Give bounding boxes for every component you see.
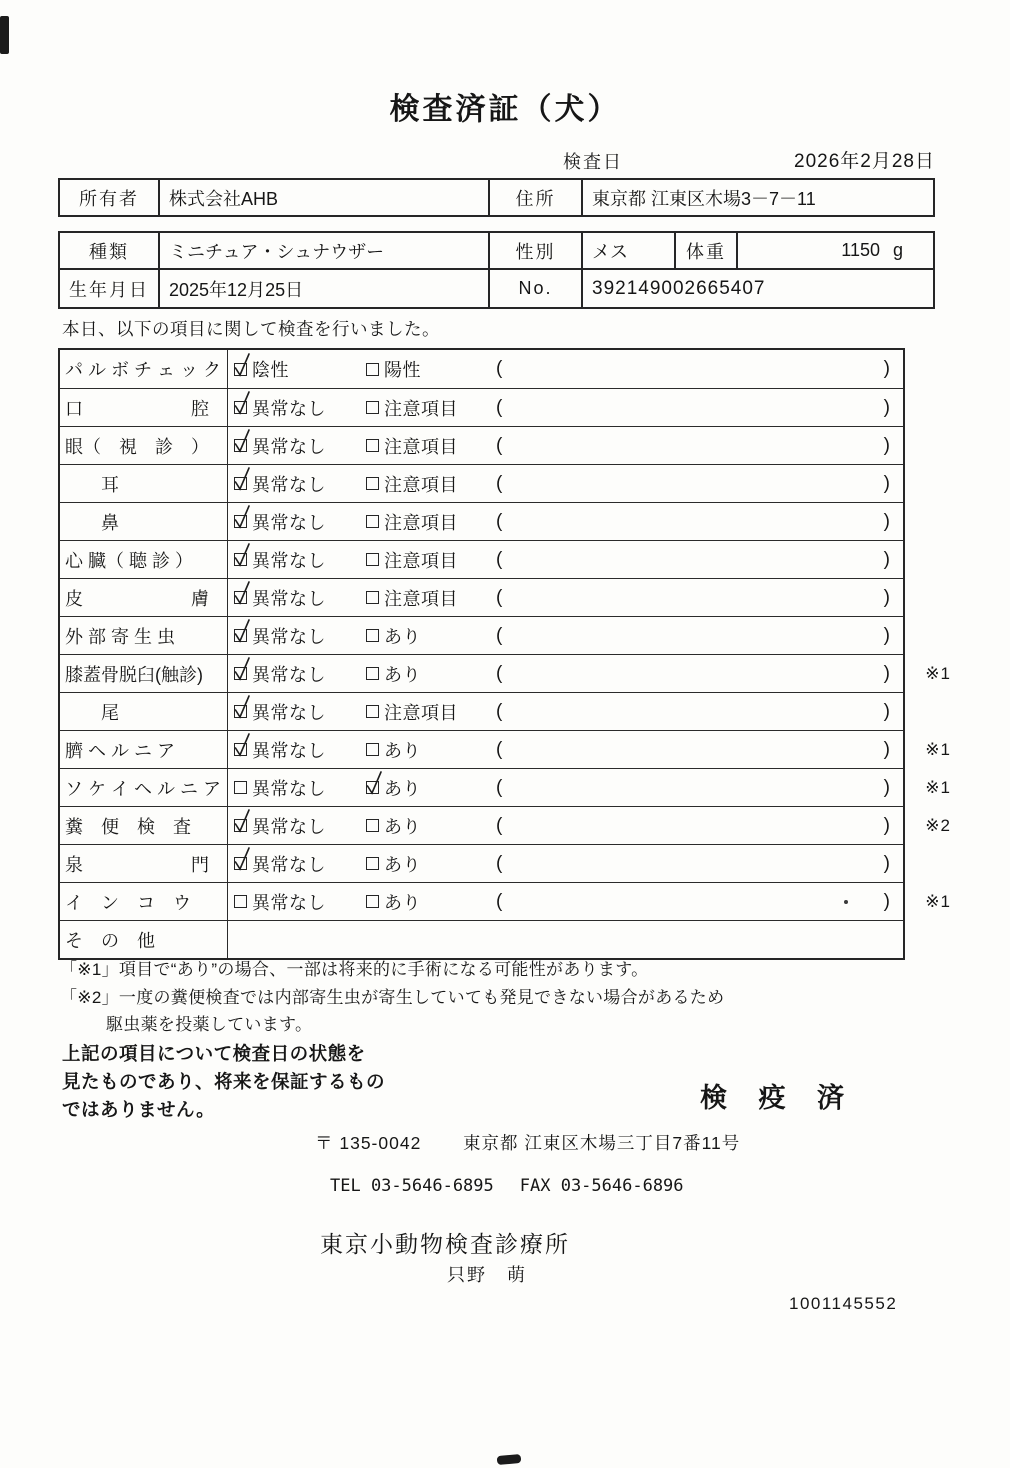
result-parentheses: ( ) [496,586,890,608]
checkbox [366,591,379,604]
item-label: 皮 膚 [60,579,228,616]
result-parentheses: ( ) [496,890,890,912]
handwritten-check-icon [233,694,251,721]
result-parentheses: ( ) [496,738,890,760]
item-label: 眼（ 視 診 ） [60,427,228,464]
option-2 [366,395,496,421]
result-parentheses: ( ) [496,548,890,570]
inspection-row [60,920,903,958]
item-options [228,655,903,692]
checkbox [366,743,379,756]
option-1 [234,433,366,459]
option-1 [234,851,366,877]
checkbox [366,477,379,490]
handwritten-check-icon [233,542,251,569]
weight-label: 体重 [676,233,738,268]
option-1 [234,889,366,915]
option-2-label: 注意項目 [384,550,458,571]
checkbox [234,781,247,794]
weight-unit: g [892,240,903,260]
footnote-marker: ※2 [925,816,951,835]
footnotes [60,956,724,1039]
option-2-label: あり [384,740,421,761]
scan-artifact-top-left [0,16,9,54]
option-1 [234,356,366,382]
checkbox [366,439,379,452]
inspection-row [60,844,903,882]
option-1-label: 異常なし [252,398,326,419]
result-parentheses: ( ) [496,662,890,684]
option-2 [366,851,496,877]
footnote-2-continued: 駆虫薬を投薬しています。 [106,1015,313,1034]
option-1 [234,509,366,535]
item-options [228,427,903,464]
handwritten-check-icon [233,352,251,379]
option-2 [366,356,496,382]
checkbox [234,439,247,452]
footnote-1: 「※1」項目で“あり”の場合、一部は将来的に手術になる可能性があります。 [60,960,649,979]
disclaimer-line-1: 上記の項目について検査日の状態を [62,1043,366,1064]
option-2-label: 注意項目 [384,512,458,533]
handwritten-check-icon [233,466,251,493]
item-label: 耳 [60,465,228,502]
option-2 [366,737,496,763]
sex-value: メス [583,233,676,268]
item-options [228,731,903,768]
inspection-row [60,426,903,464]
inspection-row [60,692,903,730]
option-1-label: 異常なし [252,588,326,609]
inspection-row [60,654,951,692]
option-1-label: 異常なし [252,550,326,571]
checkbox [366,781,379,794]
checkbox [234,591,247,604]
scan-artifact-bottom [497,1454,522,1465]
checkbox [366,363,379,376]
checkbox [366,515,379,528]
breed-label: 種類 [60,233,160,268]
item-label: 鼻 [60,503,228,540]
result-parentheses: ( ) [496,396,890,418]
footnote-2: 「※2」一度の糞便検査では内部寄生虫が寄生していても発見できない場合があるため [60,987,725,1007]
option-1 [234,585,366,611]
item-options [228,807,903,844]
option-1 [234,661,366,687]
option-1-label: 異常なし [252,436,326,457]
handwritten-check-icon [233,390,251,417]
result-parentheses: ( ) [496,510,890,532]
option-2 [366,889,496,915]
item-label: 泉 門 [60,845,228,882]
option-1-label: 異常なし [252,664,326,685]
inspection-row [60,806,951,844]
serial-number: 1001145552 [789,1294,898,1313]
checkbox [366,857,379,870]
checkbox [234,667,247,680]
checkbox [366,401,379,414]
owner-label: 所有者 [60,180,160,215]
option-2 [366,585,496,611]
inspection-row [60,464,903,502]
fax-number: FAX 03-5646-6896 [519,1176,684,1196]
disclaimer-text [62,1040,385,1124]
item-label: 外 部 寄 生 虫 [60,617,228,654]
option-1-label: 異常なし [252,778,326,799]
checkbox [234,401,247,414]
quarantine-stamp: 検 疫 済 [700,1083,857,1113]
no-value: 392149002665407 [592,277,766,299]
checkbox [234,477,247,490]
item-options-empty [228,921,903,958]
option-2-label: あり [384,892,421,913]
handwritten-check-icon [233,580,251,607]
option-2-label: 注意項目 [384,588,458,609]
checkbox [366,667,379,680]
option-2 [366,547,496,573]
option-1 [234,737,366,763]
handwritten-check-icon [233,656,251,683]
option-2-label: 注意項目 [384,436,458,457]
item-label: そ の 他 [60,921,228,958]
item-label: 膝蓋骨脱臼(触診) [60,655,228,692]
result-parentheses: ( ) [496,852,890,874]
profile-row-birth [60,270,933,307]
option-2 [366,661,496,687]
footnote-marker: ※1 [925,892,951,911]
option-2-label: あり [384,854,421,875]
inspection-row [60,388,903,426]
footnote-marker: ※1 [925,740,951,759]
footnote-marker: ※1 [925,778,951,797]
disclaimer-line-3: ではありません。 [62,1099,216,1120]
option-2-label: あり [384,816,421,837]
option-2-label: あり [384,664,421,685]
option-2 [366,699,496,725]
option-2 [366,471,496,497]
handwritten-check-icon [233,732,251,759]
option-1 [234,623,366,649]
weight-value: 1150 [841,240,880,260]
inspection-row [60,502,903,540]
item-label: 臍 ヘ ル ニ ア [60,731,228,768]
option-1 [234,775,366,801]
profile-table [58,231,935,309]
item-options [228,693,903,730]
checkbox [234,819,247,832]
item-label: 心 臓（ 聴 診 ） [60,541,228,578]
no-label: No. [490,270,583,307]
option-2-label: 注意項目 [384,398,458,419]
handwritten-check-icon [365,770,383,797]
handwritten-check-icon [233,846,251,873]
checkbox [366,819,379,832]
option-1-label: 異常なし [252,702,326,723]
checkbox [234,895,247,908]
option-1 [234,395,366,421]
clinic-address: 東京都 江東区木場三丁目7番11号 [463,1133,741,1153]
option-2 [366,623,496,649]
inspection-row [60,350,903,388]
scan-dot-artifact [844,900,848,904]
birth-label: 生年月日 [60,270,160,307]
item-label: 糞 便 検 査 [60,807,228,844]
checkbox [234,629,247,642]
postal-code: 〒 135-0042 [315,1133,422,1153]
inspection-date-value: 2026年2月28日 [794,151,935,172]
inspection-row [60,616,903,654]
checkbox [366,553,379,566]
option-2 [366,433,496,459]
handwritten-check-icon [233,428,251,455]
option-1-label: 異常なし [252,512,326,533]
page-title: 検査済証（犬） [389,93,621,126]
item-options [228,465,903,502]
item-options [228,541,903,578]
option-1 [234,471,366,497]
disclaimer-line-2: 見たものであり、将来を保証するもの [62,1071,386,1092]
tel-fax-line [330,1176,684,1196]
option-1-label: 異常なし [252,816,326,837]
inspection-date-label: 検査日 [563,152,623,172]
birth-value: 2025年12月25日 [160,270,490,307]
option-2-label: 注意項目 [384,702,458,723]
sex-label: 性別 [490,233,583,268]
handwritten-check-icon [233,504,251,531]
option-1-label: 異常なし [252,474,326,495]
checkbox [234,363,247,376]
owner-value: 株式会社AHB [160,180,490,215]
option-2-label: 陽性 [384,360,421,380]
option-1-label: 異常なし [252,740,326,761]
option-2-label: 注意項目 [384,474,458,495]
weight-value-cell [738,233,933,268]
result-parentheses: ( ) [496,358,890,379]
result-parentheses: ( ) [496,776,890,798]
checkbox [366,629,379,642]
item-options [228,883,903,920]
item-options [228,617,903,654]
option-1 [234,813,366,839]
checkbox [234,553,247,566]
profile-row-breed [60,233,933,270]
item-options [228,350,903,388]
tel-number: TEL 03-5646-6895 [330,1176,494,1196]
address-label: 住所 [490,180,583,215]
inspection-row [60,540,903,578]
option-2 [366,509,496,535]
checkbox [234,515,247,528]
checkbox [234,743,247,756]
veterinarian-name: 只野 萌 [447,1265,527,1285]
checkbox [234,705,247,718]
inspection-row [60,768,951,806]
result-parentheses: ( ) [496,814,890,836]
result-parentheses: ( ) [496,434,890,456]
item-label: イ ン コ ウ [60,883,228,920]
item-label: 尾 [60,693,228,730]
option-1 [234,547,366,573]
checkbox [234,857,247,870]
item-label: 口 腔 [60,389,228,426]
intro-text: 本日、以下の項目に関して検査を行いました。 [62,319,440,339]
inspection-row [60,882,951,920]
result-parentheses: ( ) [496,700,890,722]
owner-table [58,178,935,217]
option-1 [234,699,366,725]
option-2 [366,775,496,801]
option-2 [366,813,496,839]
option-1-label: 陰性 [252,360,289,380]
checkbox [366,705,379,718]
breed-value: ミニチュア・シュナウザー [160,233,490,268]
handwritten-check-icon [233,618,251,645]
option-2-label: あり [384,778,421,799]
handwritten-check-icon [233,808,251,835]
item-options [228,769,903,806]
address-value: 東京都 江東区木場3－7－11 [592,188,816,209]
checkbox [366,895,379,908]
item-options [228,389,903,426]
option-1-label: 異常なし [252,854,326,875]
item-options [228,845,903,882]
option-1-label: 異常なし [252,626,326,647]
result-parentheses: ( ) [496,624,890,646]
item-label: ソ ケ イ ヘ ル ニ ア [60,769,228,806]
item-options [228,503,903,540]
footnote-marker: ※1 [925,664,951,683]
item-label: パ ル ボ チ ェ ッ ク [60,350,228,388]
inspection-row [60,730,951,768]
item-options [228,579,903,616]
inspection-table [58,348,951,960]
option-1-label: 異常なし [252,892,326,913]
inspection-row [60,578,903,616]
clinic-name: 東京小動物検査診療所 [320,1231,570,1257]
result-parentheses: ( ) [496,472,890,494]
option-2-label: あり [384,626,421,647]
